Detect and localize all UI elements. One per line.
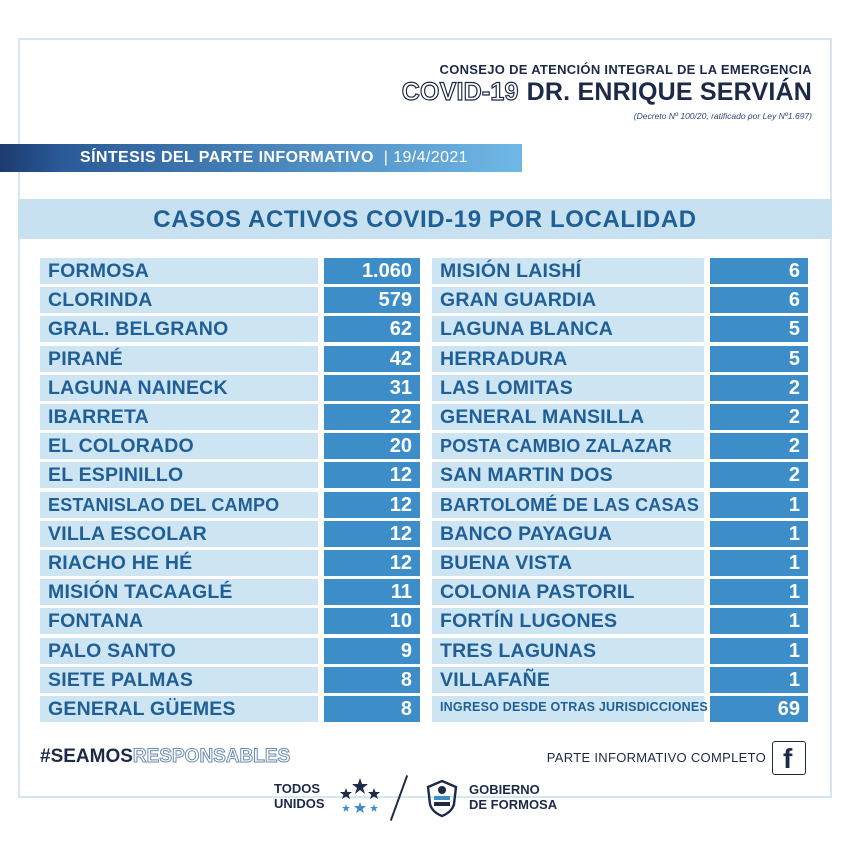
locality-name: ESTANISLAO DEL CAMPO <box>40 492 318 518</box>
locality-name: SIETE PALMAS <box>40 667 318 693</box>
locality-name: PIRANÉ <box>40 346 318 372</box>
locality-name: FORTÍN LUGONES <box>432 608 704 634</box>
stars-icon <box>338 776 382 820</box>
gobierno-logo <box>469 782 557 812</box>
hashtag-bold: #SEAMOS <box>40 746 133 767</box>
case-count: 1 <box>710 550 808 576</box>
hashtag <box>40 746 290 768</box>
case-count: 2 <box>710 404 808 430</box>
todos-unidos-logo <box>274 781 325 811</box>
coat-of-arms-icon <box>424 778 460 818</box>
locality-name: INGRESO DESDE OTRAS JURISDICCIONES <box>432 696 704 722</box>
locality-name: GRAN GUARDIA <box>432 287 704 313</box>
hashtag-light: RESPONSABLES <box>132 746 291 767</box>
locality-name: MISIÓN LAISHÍ <box>432 258 704 284</box>
locality-name: RIACHO HE HÉ <box>40 550 318 576</box>
locality-name: MISIÓN TACAAGLÉ <box>40 579 318 605</box>
case-count: 5 <box>710 316 808 342</box>
case-count: 579 <box>324 287 420 313</box>
locality-name: SAN MARTIN DOS <box>432 462 704 488</box>
locality-name: HERRADURA <box>432 346 704 372</box>
locality-name: BANCO PAYAGUA <box>432 521 704 547</box>
locality-name: TRES LAGUNAS <box>432 638 704 664</box>
facebook-icon[interactable]: f <box>772 741 806 775</box>
case-count: 12 <box>324 521 420 547</box>
case-count: 1 <box>710 492 808 518</box>
locality-name: FORMOSA <box>40 258 318 284</box>
locality-name: PALO SANTO <box>40 638 318 664</box>
locality-name: BUENA VISTA <box>432 550 704 576</box>
case-count: 31 <box>324 375 420 401</box>
case-count: 5 <box>710 346 808 372</box>
locality-name: COLONIA PASTORIL <box>432 579 704 605</box>
page-title: CASOS ACTIVOS COVID-19 POR LOCALIDAD <box>153 206 697 233</box>
locality-name: LAGUNA BLANCA <box>432 316 704 342</box>
case-count: 6 <box>710 287 808 313</box>
locality-name: VILLAFAÑE <box>432 667 704 693</box>
todos-line-2: UNIDOS <box>274 796 325 811</box>
case-count: 22 <box>324 404 420 430</box>
case-count: 2 <box>710 462 808 488</box>
locality-name: GENERAL MANSILLA <box>432 404 704 430</box>
council-title <box>402 78 812 107</box>
locality-name: VILLA ESCOLAR <box>40 521 318 547</box>
locality-name: GENERAL GÜEMES <box>40 696 318 722</box>
locality-name: LAGUNA NAINECK <box>40 375 318 401</box>
case-count: 8 <box>324 667 420 693</box>
council-name: CONSEJO DE ATENCIÓN INTEGRAL DE LA EMERGENCIA <box>439 62 812 77</box>
case-count: 12 <box>324 462 420 488</box>
decree-note: (Decreto Nº 100/20, ratificado por Ley Nº1.697) <box>633 111 812 121</box>
case-count: 20 <box>324 433 420 459</box>
doctor-name: DR. ENRIQUE SERVIÁN <box>526 78 812 106</box>
case-count: 1 <box>710 579 808 605</box>
locality-name: POSTA CAMBIO ZALAZAR <box>432 433 704 459</box>
covid-label: COVID-19 <box>401 78 519 106</box>
locality-name: GRAL. BELGRANO <box>40 316 318 342</box>
case-count: 1 <box>710 608 808 634</box>
locality-name: CLORINDA <box>40 287 318 313</box>
case-count: 12 <box>324 492 420 518</box>
case-count: 2 <box>710 433 808 459</box>
locality-name: EL COLORADO <box>40 433 318 459</box>
case-count: 42 <box>324 346 420 372</box>
locality-name: IBARRETA <box>40 404 318 430</box>
case-count: 11 <box>324 579 420 605</box>
case-count: 1 <box>710 638 808 664</box>
case-count: 8 <box>324 696 420 722</box>
case-count: 10 <box>324 608 420 634</box>
case-count: 6 <box>710 258 808 284</box>
summary-bar <box>0 144 522 172</box>
summary-label-wrap <box>80 149 468 167</box>
locality-name: BARTOLOMÉ DE LAS CASAS <box>432 492 704 518</box>
case-count: 1 <box>710 667 808 693</box>
case-count: 69 <box>710 696 808 722</box>
gob-line-2: DE FORMOSA <box>469 797 558 812</box>
case-count: 1.060 <box>324 258 420 284</box>
case-count: 9 <box>324 638 420 664</box>
full-report-label: PARTE INFORMATIVO COMPLETO <box>546 750 766 765</box>
title-banner <box>18 199 832 239</box>
case-count: 12 <box>324 550 420 576</box>
report-date: | 19/4/2021 <box>383 149 468 166</box>
case-count: 1 <box>710 521 808 547</box>
gob-line-1: GOBIERNO <box>469 782 540 797</box>
case-count: 62 <box>324 316 420 342</box>
summary-label: SÍNTESIS DEL PARTE INFORMATIVO <box>80 149 374 166</box>
todos-line-1: TODOS <box>274 781 320 796</box>
locality-name: LAS LOMITAS <box>432 375 704 401</box>
locality-name: EL ESPINILLO <box>40 462 318 488</box>
case-count: 2 <box>710 375 808 401</box>
locality-name: FONTANA <box>40 608 318 634</box>
